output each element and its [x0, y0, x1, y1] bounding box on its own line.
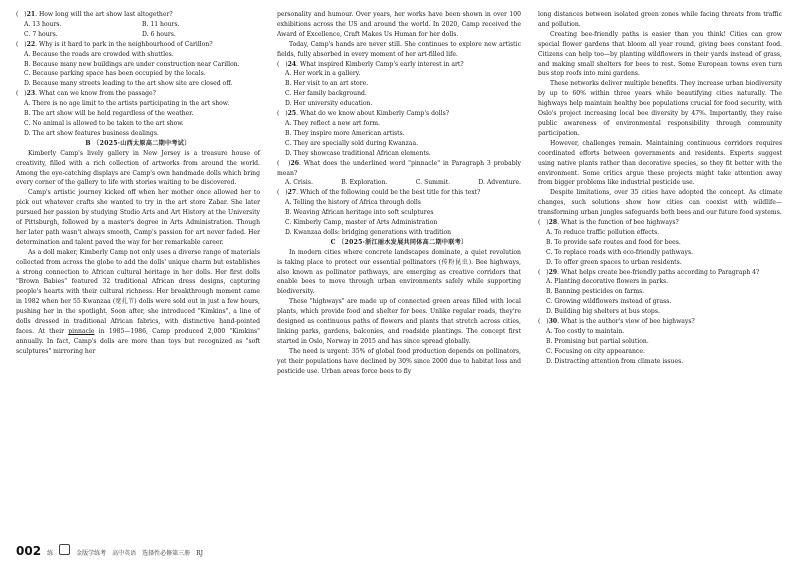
section-c-heading: C 〔2025·浙江丽水发展共同体高二期中联考〕	[330, 238, 468, 246]
paragraph: Today, Camp's hands are never still. She continues to explore new artistic fields, fully absorbed in every moment of her art-filled life.	[277, 40, 521, 58]
column-right	[538, 10, 782, 367]
options-26	[277, 178, 521, 188]
page-number: 002	[16, 544, 42, 558]
option: A. Her work in a gallery.	[285, 70, 361, 78]
option: B. Her visit to an art store.	[285, 80, 369, 88]
question-24: ( )24. What inspired Kimberly Camp's early interest in art?	[277, 60, 464, 68]
option: B. They inspire more American artists.	[285, 129, 405, 137]
question-27: ( )27. Which of the following could be the best title for this text?	[277, 189, 481, 197]
option: D. The art show features business dealings.	[24, 129, 159, 137]
option: D. Adventure.	[478, 179, 521, 187]
underlined-word: pinnacle	[68, 328, 95, 335]
option: A. Too costly to maintain.	[546, 328, 625, 335]
option: C. 7 hours.	[24, 30, 58, 38]
option: C. Kimberly Camp, master of Arts Administration	[285, 219, 438, 227]
paragraph: long distances between isolated green zones while facing threats from traffic and pollution.	[538, 11, 782, 28]
option: C. Focusing on city appearance.	[546, 347, 645, 355]
column-middle	[277, 10, 521, 377]
option: D. Distracting attention from climate issues.	[546, 357, 684, 365]
page-footer	[16, 544, 203, 558]
option: C. Her family background.	[285, 90, 367, 98]
paragraph: Camp's artistic journey kicked off when her mother once allowed her to pick out whatever crafts she wanted to try in the art store Zabar. She later pursued her passion by studying Studio Arts and Art History at the University of Pittsburgh, followed by a master's degree in Arts Administration. Though her later path wasn't always smooth, Camp's passion for art never faded. Her determination and talent paved the way for her remarkable career.	[16, 189, 260, 246]
question-21: ( )21. How long will the art show last altogether?	[16, 11, 173, 18]
option: B. Exploration.	[341, 179, 388, 187]
option: A. Telling the history of Africa through dolls	[285, 199, 421, 207]
option: D. Her university education.	[285, 100, 373, 108]
option: A. 13 hours.	[24, 20, 62, 28]
option: B. Promising but partial solution.	[546, 337, 649, 345]
paragraph: Despite limitations, over 35 cities have adopted the concept. As climate changes, such solutions show how cities can coexist with wildlife—transforming urban jungles safeguards both bees and our future food systems.	[538, 189, 782, 217]
question-28: ( )28. What is the function of bee highways?	[538, 219, 679, 227]
option: A. Because the roads are crowded with shuttles.	[24, 50, 174, 58]
option: B. Because many new buildings are under construction near Carillon.	[24, 60, 240, 68]
option: B. 11 hours.	[142, 20, 180, 28]
footer-text: 金版学练考 高中英语 选择性必修第三册 RJ	[76, 550, 204, 557]
question-22: ( )22. Why is it hard to park in the neighbourhood of Carillon?	[16, 40, 213, 48]
paragraph: In modern cities where concrete landscapes dominate, a quiet revolution is taking place to protect our essential pollinators (传粉昆虫). Bee highways, also known as pollinator pathways, are emerging as creative corridors that enable bees to move through urban environments safely while supporting biodiversity.	[277, 248, 521, 296]
paragraph: Creating bee-friendly paths is easier than you think! Cities can grow special flower gardens that bloom all year round, giving bees constant food. Citizens can help too—by planting wildflowers in their yards instead of grass, and making small shelters for bees to rest. Some European towns even turn bus stop roofs into mini gardens.	[538, 30, 782, 78]
option: D. They showcase traditional African elements.	[285, 149, 431, 157]
option: C. Growing wildflowers instead of grass.	[546, 298, 672, 306]
question-30: ( )30. What is the author's view of bee highways?	[538, 318, 695, 326]
option: D. Building big shelters at bus stops.	[546, 308, 660, 316]
option: A. There is no age limit to the artists participating in the art show.	[24, 100, 230, 108]
column-left	[16, 10, 260, 357]
option: B. Weaving African heritage into soft sculptures	[285, 209, 434, 217]
option: D. 6 hours.	[142, 30, 176, 38]
paragraph: As a doll maker, Kimberly Camp not only uses a diverse range of materials collected from across the globe to add the dolls' unique charm but establishes a strong connection to African cultural heritage in her dolls. Her first dolls "Brown Babies" featured 32 traditional African dress designs, capturing people's hearts with their cultural richness. Her breakthrough moment came in 1982 when her 55 Kwanzaa (宽扎节) dolls were sold out in just a few hours, pushing her in the spotlight. Soon after, she introduced "Kimkins", a line of dolls dressed in traditional African fabrics, with distinctive hand-pointed faces. At their pinnacle in 1985—1986, Camp produced 2,000 "Kimkins" annually. In fact, Camp's dolls are more than toys but recognized as "soft sculptures" mirroring her	[16, 248, 260, 355]
option: B. To provide safe routes and food for bees.	[546, 238, 681, 246]
option: A. To reduce traffic pollution effects.	[546, 228, 660, 236]
section-b-heading: B 〔2025·山西太原高二期中考试〕	[85, 139, 191, 147]
option: C. Summit.	[415, 179, 451, 187]
options-21	[16, 20, 260, 30]
paragraph: The need is urgent: 35% of global food production depends on pollinators, yet their populations have declined by 30% since 2000 due to habitat loss and pesticide use. Urban areas force bees to fly	[277, 347, 521, 375]
question-23: ( )23. What can we know from the passage?	[16, 90, 156, 98]
page-number-suffix: 练	[47, 550, 54, 557]
brand-logo-icon	[59, 544, 70, 555]
option: A. They reflect a new art form.	[285, 119, 380, 127]
option: B. Banning pesticides on farms.	[546, 288, 645, 296]
question-29: ( )29. What helps create bee-friendly paths according to Paragraph 4?	[538, 268, 760, 276]
option: D. Kwanzaa dolls: bridging generations with tradition	[285, 228, 452, 236]
paragraph: personality and humour. Over years, her works have been shown in over 100 exhibitions across the US and around the world. In 2020, Camp received the Award of Excellence, Craft Makes Us Human for her dolls.	[277, 11, 521, 38]
option: C. No animal is allowed to be taken to the art show.	[24, 119, 184, 127]
options-21b	[16, 30, 260, 40]
paragraph: These networks deliver multiple benefits. They increase urban biodiversity by up to 60% within three years while beautifying cities naturally. The highways help maintain healthy bee populations crucial for food security, with Oslo's project increasing local bee diversity by 47%. Importantly, they raise public awareness of environmental responsibility through community participation.	[538, 80, 782, 137]
option: D. To offer green spaces to urban residents.	[546, 258, 682, 266]
option: A. Planting decorative flowers in parks.	[546, 278, 669, 286]
option: C. Because parking space has been occupied by the locals.	[24, 70, 206, 78]
question-25: ( )25. What do we know about Kimberly Camp's dolls?	[277, 110, 449, 118]
question-26: ( )26. What does the underlined word "pinnacle" in Paragraph 3 probably mean?	[277, 159, 521, 177]
option: B. The art show will be held regardless of the weather.	[24, 110, 194, 118]
option: A. Crisis.	[285, 179, 313, 187]
option: D. Because many streets leading to the art show site are closed off.	[24, 80, 233, 88]
paragraph: However, challenges remain. Maintaining continuous corridors requires coordinated efforts between governments and residents. Experts suggest using native plants rather than decorative species, so they fit better with the environment. Some critics argue these projects might take attention away from bigger problems like industrial pesticide use.	[538, 139, 782, 187]
paragraph: Kimberly Camp's lively gallery in New Jersey is a treasure house of creativity, filled with a rich collection of artworks from around the world. Among the eye-catching displays are Camp's own handmade dolls which bring every corner of the gallery to life with stories waiting to be discovered.	[16, 149, 260, 187]
option: C. They are specially sold during Kwanzaa.	[285, 139, 419, 147]
paragraph: These "highways" are made up of connected green areas filled with local plants, which provide food and shelter for bees. Unlike regular roads, they're designed as continuous paths of flowers and plants that stretch across cities, linking parks, gardens, balconies, and roadside plantings. The concept first started in Oslo, Norway in 2015 and has since spread globally.	[277, 298, 521, 345]
option: C. To replace roads with eco-friendly pathways.	[546, 248, 694, 256]
